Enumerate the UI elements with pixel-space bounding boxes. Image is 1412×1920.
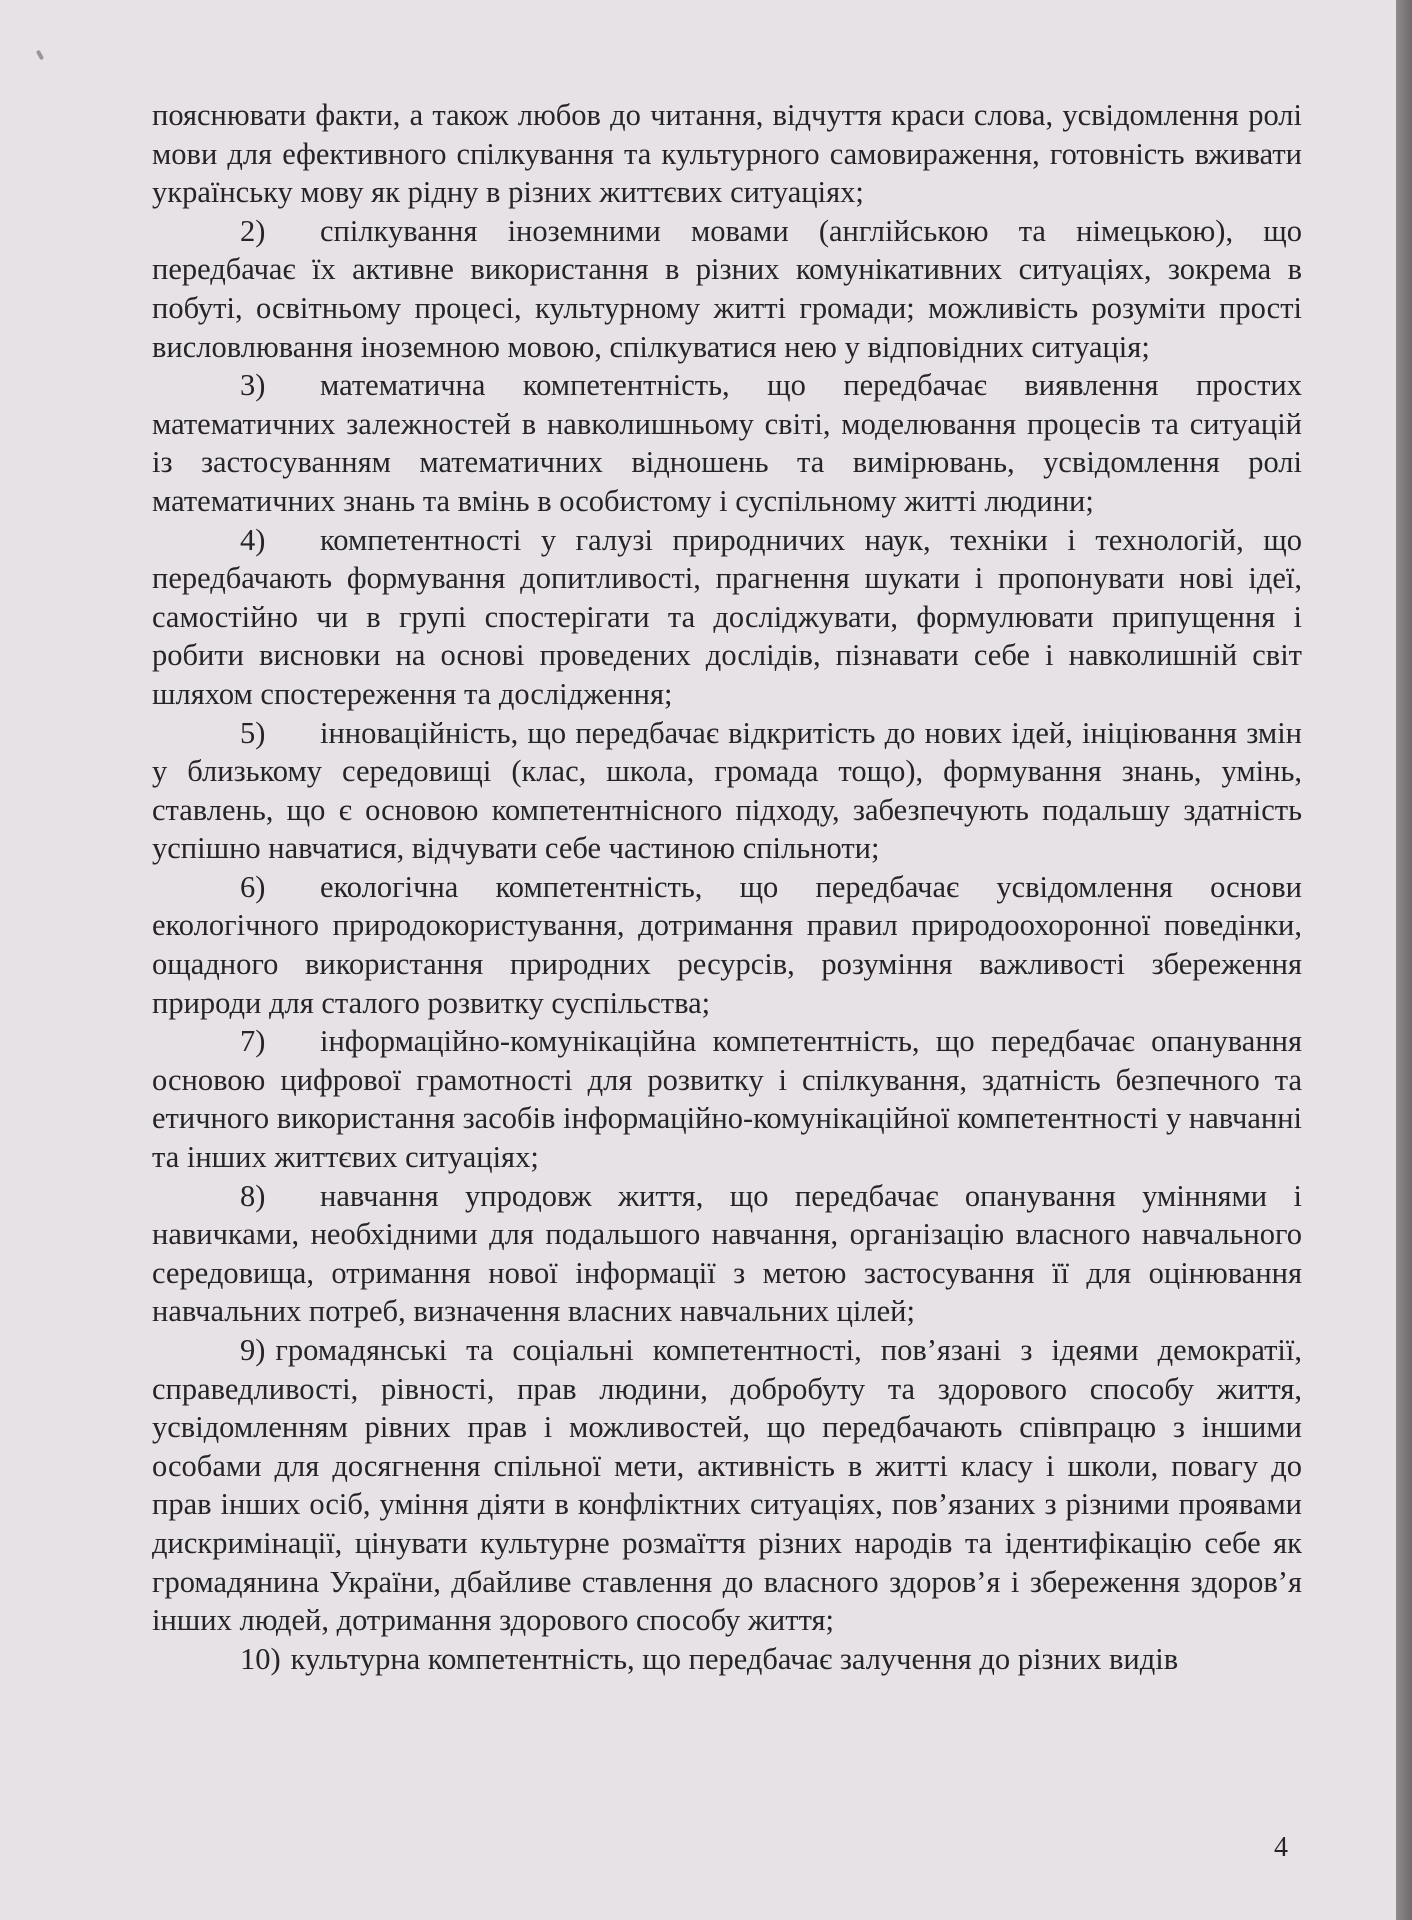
item-text: інноваційність, що передбачає відкритість до нових ідей, ініціювання змін у близькому середовищі (клас, школа, громада тощо), формування знань, умінь, ставлень, що є основою компетентнісного підходу, забезпечують подальшу здатність успішно навчатися, відчувати себе частиною спільноти; (152, 715, 1302, 866)
paper-speck (36, 50, 44, 61)
page-edge-shadow (1396, 0, 1412, 1920)
list-item-2 (152, 212, 1302, 366)
item-number: 3) (240, 368, 266, 403)
list-item-7 (152, 1022, 1302, 1176)
item-number: 5) (240, 715, 266, 750)
list-item-3 (152, 366, 1302, 520)
document-body (152, 96, 1302, 1678)
item-text: громадянські та соціальні компетентності, пов’язані з ідеями демократії, справедливості, рівності, прав людини, добробуту та здорового способу життя, усвідомленням рівних прав і можливостей, що передбачають співпрацю з іншими особами для досягнення спільної мети, активність в житті класу і школи, повагу до прав інших осіб, уміння діяти в конфліктних ситуаціях, пов’язаних з різними проявами дискримінації, цінувати культурне розмаїття різних народів та ідентифікацію себе як громадянина України, дбайливе ставлення до власного здоров’я і збереження здоров’я інших людей, дотримання здорового способу життя; (152, 1333, 1302, 1638)
item-number: 4) (240, 522, 266, 557)
item-number: 2) (240, 213, 266, 248)
page-number: 4 (1274, 1832, 1288, 1863)
list-item-9 (152, 1331, 1302, 1640)
item-number: 8) (240, 1178, 266, 1213)
item-text: культурна компетентність, що передбачає залучення до різних видів (290, 1641, 1179, 1676)
item-text: навчання упродовж життя, що передбачає опанування уміннями і навичками, необхідними для подальшого навчання, організацію власного навчального середовища, отримання нової інформації з метою застосування її для оцінювання навчальних потреб, визначення власних навчальних цілей; (152, 1178, 1302, 1329)
item-text: компетентності у галузі природничих наук, техніки і технологій, що передбачають формування допитливості, прагнення шукати і пропонувати нові ідеї, самостійно чи в групі спостерігати та досліджувати, формулювати припущення і робити висновки на основі проведених дослідів, пізнавати себе і навколишній світ шляхом спостереження та дослідження; (152, 522, 1302, 711)
item-number: 9) (240, 1333, 266, 1367)
list-item-6 (152, 868, 1302, 1022)
item-text: інформаційно-комунікаційна компетентність, що передбачає опанування основою цифрової грамотності для розвитку і спілкування, здатність безпечного та етичного використання засобів інформаційно-комунікаційної компетентності у навчанні та інших життєвих ситуаціях; (152, 1024, 1302, 1175)
list-item-10 (152, 1640, 1302, 1679)
item-text: спілкування іноземними мовами (англійською та німецькою), що передбачає їх активне використання в різних комунікативних ситуаціях, зокрема в побуті, освітньому процесі, культурному житті громади; можливість розуміти прості висловлювання іноземною мовою, спілкуватися нею у відповідних ситуація; (152, 213, 1302, 364)
item-text: математична компетентність, що передбачає виявлення простих математичних залежностей в навколишньому світі, моделювання процесів та ситуацій із застосуванням математичних відношень та вимірювань, усвідомлення ролі математичних знань та вмінь в особистому і суспільному житті людини; (152, 368, 1302, 518)
item-number: 6) (240, 869, 266, 904)
list-item-4 (152, 521, 1302, 714)
intro-paragraph: пояснювати факти, а також любов до читання, відчуття краси слова, усвідомлення ролі мови для ефективного спілкування та культурного самовираження, готовність вживати українську мову як рідну в різних життєвих ситуаціях; (152, 98, 1302, 210)
list-item-8 (152, 1177, 1302, 1331)
list-item-5 (152, 714, 1302, 868)
item-number: 10) (240, 1641, 281, 1676)
item-number: 7) (240, 1024, 266, 1059)
item-text: екологічна компетентність, що передбачає усвідомлення основи екологічного природокористування, дотримання правил природоохоронної поведінки, ощадного використання природних ресурсів, розуміння важливості збереження природи для сталого розвитку суспільства; (152, 869, 1302, 1020)
